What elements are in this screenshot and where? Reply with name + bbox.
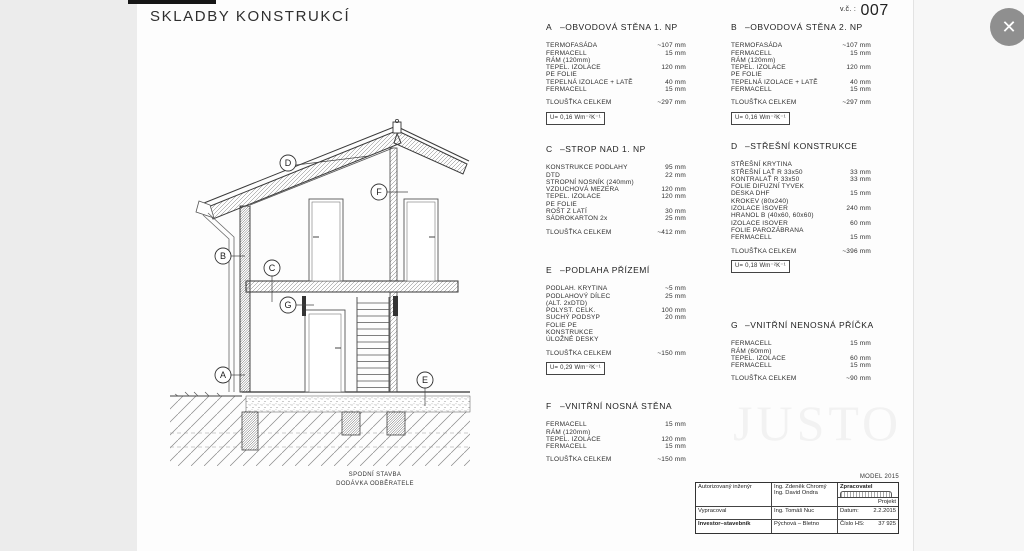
layer-row — [731, 50, 871, 57]
layer-row — [731, 220, 871, 227]
layer-label: TEPEL. IZOLACE — [546, 193, 601, 201]
section-title-text: –OBVODOVÁ STĚNA 1. NP — [560, 22, 678, 32]
layer-label: TEPEL. IZOLACE — [546, 435, 601, 443]
layer-label: TEPELNÁ IZOLACE + LATĚ — [731, 78, 818, 86]
interior-wall-f — [390, 148, 397, 392]
layer-value: 15 mm — [850, 362, 871, 370]
layer-label: IZOLACE ISOVER — [731, 205, 788, 213]
layer-label: FERMACELL — [731, 362, 772, 370]
layer-row — [731, 340, 871, 347]
section-title — [731, 24, 871, 31]
zpracovatel-logo — [840, 491, 892, 498]
layer-label: PODLAHOVÝ DÍLEC — [546, 292, 611, 300]
layer-label: FOLIE PAROZÁBRANA — [731, 226, 804, 234]
layer-row — [546, 186, 686, 193]
layer-label: ROŠT Z LATÍ — [546, 208, 587, 216]
layer-row — [731, 161, 871, 168]
close-button[interactable] — [990, 8, 1024, 46]
svg-text:D: D — [284, 158, 292, 168]
section-letter: G — [731, 320, 739, 330]
layer-row — [731, 57, 871, 64]
authorized-engineer-label: Autorizovaný inženýr — [696, 483, 772, 507]
layer-label: RÁM (60mm) — [731, 347, 772, 355]
layer-value: ~107 mm — [657, 42, 686, 50]
layer-label: PODLAH. KRYTINA — [546, 285, 608, 293]
layer-value: ~5 mm — [664, 285, 686, 293]
layer-label: HRANOL B (40x60, 60x60) — [731, 212, 814, 220]
spec-section-B — [731, 24, 871, 125]
exterior-wall-left — [240, 206, 250, 392]
total-label: TLOUŠŤKA CELKEM — [731, 247, 797, 255]
drawing-label-F — [371, 184, 408, 200]
total-row — [731, 375, 871, 382]
svg-text:E: E — [421, 375, 429, 385]
svg-text:A: A — [219, 370, 227, 380]
investor-value: Pýchová – Bletno — [772, 520, 838, 533]
datum-cell — [838, 507, 898, 520]
layer-row — [546, 436, 686, 443]
layer-label: KONSTRUKCE PODLAHY — [546, 164, 628, 172]
layer-row — [546, 57, 686, 64]
spec-section-G — [731, 320, 874, 383]
layer-value: 25 mm — [665, 292, 686, 300]
section-title — [731, 320, 874, 330]
section-letter: D — [731, 141, 738, 151]
layer-value: 240 mm — [846, 205, 871, 213]
spec-section-D — [731, 143, 871, 273]
ceiling-slab — [246, 281, 458, 292]
layer-label: STROPNÍ NOSNÍK (240mm) — [546, 178, 634, 186]
page-right-margin — [913, 0, 1024, 551]
footnote-line2: DODÁVKA ODBĚRATELE — [336, 481, 414, 487]
total-row — [546, 229, 686, 236]
cislo-hs-label: Číslo HS: — [840, 521, 865, 527]
layer-row — [731, 183, 871, 190]
layer-value: 95 mm — [665, 164, 686, 172]
total-label: TLOUŠŤKA CELKEM — [546, 228, 612, 236]
layer-row — [731, 71, 871, 78]
layer-value: 120 mm — [661, 186, 686, 194]
layer-row — [731, 348, 871, 355]
total-row — [546, 456, 686, 463]
layer-value: 22 mm — [665, 171, 686, 179]
gutter-downpipe — [196, 201, 234, 392]
layer-row — [731, 198, 871, 205]
layer-label: (ALT. 2xDTD) — [546, 299, 588, 307]
layer-label: TEPEL. IZOLACE — [546, 64, 601, 72]
sheet-number — [840, 2, 889, 20]
layer-value: 120 mm — [661, 435, 686, 443]
section-title — [546, 146, 686, 153]
u-value-box: U= 0,29 Wm⁻²K⁻¹ — [546, 362, 605, 375]
layer-value: 100 mm — [661, 307, 686, 315]
datum-label: Datum: — [840, 508, 859, 514]
drawing-footnote — [300, 471, 450, 489]
section-title-text: –STŘEŠNÍ KONSTRUKCE — [745, 141, 858, 151]
layer-row — [546, 172, 686, 179]
layer-row — [546, 50, 686, 57]
section-title-text: –VNITŘNÍ NOSNÁ STĚNA — [560, 401, 673, 411]
layer-value: 40 mm — [665, 78, 686, 86]
total-label: TLOUŠŤKA CELKEM — [731, 99, 797, 107]
zpracovatel-label: Zpracovatel — [840, 484, 873, 490]
layer-value: 15 mm — [665, 443, 686, 451]
layer-label: KROKEV (80x240) — [731, 197, 789, 205]
layer-value: 120 mm — [661, 64, 686, 72]
u-value-box: U= 0,18 Wm⁻²K⁻¹ — [731, 260, 790, 273]
layer-label: PE FOLIE — [731, 71, 762, 79]
total-row — [546, 99, 686, 106]
u-value-box: U= 0,16 Wm⁻²K⁻¹ — [731, 112, 790, 125]
layer-label: KONSTRUKCE — [546, 329, 594, 337]
section-letter: B — [731, 22, 738, 32]
layer-value: 15 mm — [850, 340, 871, 348]
section-title-text: –VNITŘNÍ NENOSNÁ PŘÍČKA — [745, 320, 874, 330]
layer-row — [731, 212, 871, 219]
layer-label: FERMACELL — [546, 49, 587, 57]
model-label: MODEL 2015 — [859, 474, 899, 480]
layer-label: STŘEŠNÍ LAŤ R 33x50 — [731, 168, 803, 176]
total-label: TLOUŠŤKA CELKEM — [546, 456, 612, 464]
total-value: ~412 mm — [657, 228, 686, 236]
section-title-text: –STROP NAD 1. NP — [560, 144, 646, 154]
layer-row — [546, 71, 686, 78]
total-value: ~297 mm — [657, 99, 686, 107]
section-title-text: –OBVODOVÁ STĚNA 2. NP — [745, 22, 863, 32]
layer-row — [546, 193, 686, 200]
section-letter: F — [546, 401, 552, 411]
layer-label: DESKA DHF — [731, 190, 770, 198]
layer-value: 15 mm — [665, 421, 686, 429]
layer-value: 15 mm — [850, 86, 871, 94]
spec-section-E — [546, 267, 686, 375]
spec-section-F — [546, 403, 686, 464]
top-edge-bar — [128, 0, 216, 4]
svg-text:F: F — [376, 187, 382, 197]
total-value: ~396 mm — [842, 247, 871, 255]
layer-value: 33 mm — [850, 168, 871, 176]
title-block — [695, 474, 899, 534]
layer-row — [731, 190, 871, 197]
layer-label: TEPEL. IZOLACE — [731, 354, 786, 362]
section-letter: A — [546, 22, 553, 32]
layer-row — [546, 293, 686, 300]
layer-label: TERMOFASÁDA — [731, 42, 783, 50]
layer-label: TEPEL. IZOLACE — [731, 64, 786, 72]
total-value: ~150 mm — [657, 349, 686, 357]
page-title: SKLADBY KONSTRUKCÍ — [150, 8, 351, 25]
layer-row — [546, 443, 686, 450]
layer-label: PE FOLIE — [546, 200, 577, 208]
footnote-line1: SPODNÍ STAVBA — [348, 472, 402, 478]
layer-row — [546, 421, 686, 428]
total-row — [546, 350, 686, 357]
upper-door-left — [309, 199, 343, 281]
layer-row — [731, 86, 871, 93]
layer-label: SÁDROKARTON 2x — [546, 215, 608, 223]
u-value-box: U= 0,16 Wm⁻²K⁻¹ — [546, 112, 605, 125]
layer-row — [546, 215, 686, 222]
cross-section-drawing — [165, 115, 475, 500]
layer-row — [546, 322, 686, 329]
svg-text:G: G — [284, 300, 292, 310]
layer-row — [546, 79, 686, 86]
layer-label: SUCHÝ PODSYP — [546, 314, 601, 322]
layer-label: FOLIE PE — [546, 321, 577, 329]
layer-row — [546, 64, 686, 71]
title-block-table — [695, 482, 899, 534]
layer-label: DTD — [546, 171, 560, 179]
authorized-name-2: Ing. David Ondra — [774, 490, 818, 496]
layer-label: IZOLACE ISOVER — [731, 219, 788, 227]
layer-row — [546, 314, 686, 321]
layer-label: KONTRALAŤ R 33x50 — [731, 175, 800, 183]
layer-label: VZDUCHOVÁ MEZERA — [546, 186, 619, 194]
zpracovatel-cell — [838, 483, 898, 498]
layer-label: FERMACELL — [546, 86, 587, 94]
svg-text:C: C — [268, 263, 276, 273]
layer-row — [731, 227, 871, 234]
layer-row — [731, 79, 871, 86]
sheet-number-label: v.č. : — [840, 6, 857, 13]
layer-row — [546, 42, 686, 49]
layer-value: 120 mm — [846, 64, 871, 72]
total-value: ~90 mm — [846, 375, 871, 383]
layer-row — [731, 362, 871, 369]
layer-value: 30 mm — [665, 208, 686, 216]
layer-row — [546, 300, 686, 307]
layer-value: 40 mm — [850, 78, 871, 86]
layer-label: STŘEŠNÍ KRYTINA — [731, 161, 793, 169]
layer-label: RÁM (120mm) — [546, 428, 591, 436]
layer-row — [546, 86, 686, 93]
layer-label: TEPELNÁ IZOLACE + LATĚ — [546, 78, 633, 86]
layer-value: ~107 mm — [842, 42, 871, 50]
layer-label: PE FOLIE — [546, 71, 577, 79]
layer-row — [546, 336, 686, 343]
investor-label: Investor–stavebník — [696, 520, 772, 533]
authorized-name-1: Ing. Zdeněk Chromý — [774, 484, 827, 490]
total-row — [731, 248, 871, 255]
spec-section-A — [546, 24, 686, 125]
total-value: ~150 mm — [657, 456, 686, 464]
section-title — [731, 143, 871, 150]
section-title — [546, 267, 686, 274]
layer-value: 15 mm — [665, 86, 686, 94]
datum-value: 2.2.2015 — [873, 508, 896, 514]
layer-label: FERMACELL — [731, 234, 772, 242]
layer-value: 15 mm — [850, 49, 871, 57]
layer-row — [731, 234, 871, 241]
layer-row — [546, 429, 686, 436]
layer-row — [546, 164, 686, 171]
total-label: TLOUŠŤKA CELKEM — [546, 99, 612, 107]
layer-label: TERMOFASÁDA — [546, 42, 598, 50]
layer-value: 60 mm — [850, 354, 871, 362]
layer-label: POLYST. CELK. — [546, 307, 596, 315]
layer-label: FOLIE DIFUZNÍ TYVEK — [731, 183, 805, 191]
layer-value: 15 mm — [665, 49, 686, 57]
layer-label: RÁM (120mm) — [731, 56, 776, 64]
layer-label: FERMACELL — [731, 340, 772, 348]
layer-row — [731, 205, 871, 212]
section-title — [546, 24, 686, 31]
upper-door-right — [404, 199, 438, 281]
layer-label: ÚLOŽNÉ DESKY — [546, 336, 599, 344]
floor-slab — [242, 392, 470, 412]
close-icon: ✕ — [1001, 16, 1017, 37]
authorized-engineer-names — [772, 483, 838, 507]
layer-value: 20 mm — [665, 314, 686, 322]
layer-value: 15 mm — [850, 234, 871, 242]
section-title — [546, 403, 686, 410]
total-row — [731, 99, 871, 106]
section-letter: C — [546, 144, 553, 154]
spec-section-C — [546, 146, 686, 236]
cislo-hs-value: 37 925 — [878, 521, 896, 527]
layer-value: 33 mm — [850, 175, 871, 183]
layer-value: 60 mm — [850, 219, 871, 227]
layer-value: 25 mm — [665, 215, 686, 223]
total-value: ~297 mm — [842, 99, 871, 107]
layer-row — [546, 285, 686, 292]
total-label: TLOUŠŤKA CELKEM — [546, 349, 612, 357]
ground-door — [305, 310, 345, 392]
layer-label: FERMACELL — [546, 443, 587, 451]
sheet-number-value: 007 — [860, 2, 889, 19]
staircase — [357, 297, 389, 392]
layer-row — [731, 169, 871, 176]
cislo-hs-cell — [838, 520, 898, 533]
layer-row — [731, 42, 871, 49]
vypracoval-name: Ing. Tomáš Nuc — [772, 507, 838, 520]
layer-value: 15 mm — [850, 190, 871, 198]
total-label: TLOUŠŤKA CELKEM — [731, 375, 797, 383]
watermark: JUSTO — [733, 395, 903, 451]
layer-row — [731, 64, 871, 71]
layer-label: FERMACELL — [731, 49, 772, 57]
layer-label: FERMACELL — [546, 421, 587, 429]
layer-value: 120 mm — [661, 193, 686, 201]
vypracoval-label: Vypracoval — [696, 507, 772, 520]
section-letter: E — [546, 265, 553, 275]
svg-text:B: B — [219, 251, 227, 261]
layer-label: RÁM (120mm) — [546, 56, 591, 64]
layer-row — [546, 201, 686, 208]
layer-label: FERMACELL — [731, 86, 772, 94]
section-title-text: –PODLAHA PŘÍZEMÍ — [560, 265, 650, 275]
layer-row — [731, 355, 871, 362]
projekt-label: Projekt — [838, 498, 898, 507]
